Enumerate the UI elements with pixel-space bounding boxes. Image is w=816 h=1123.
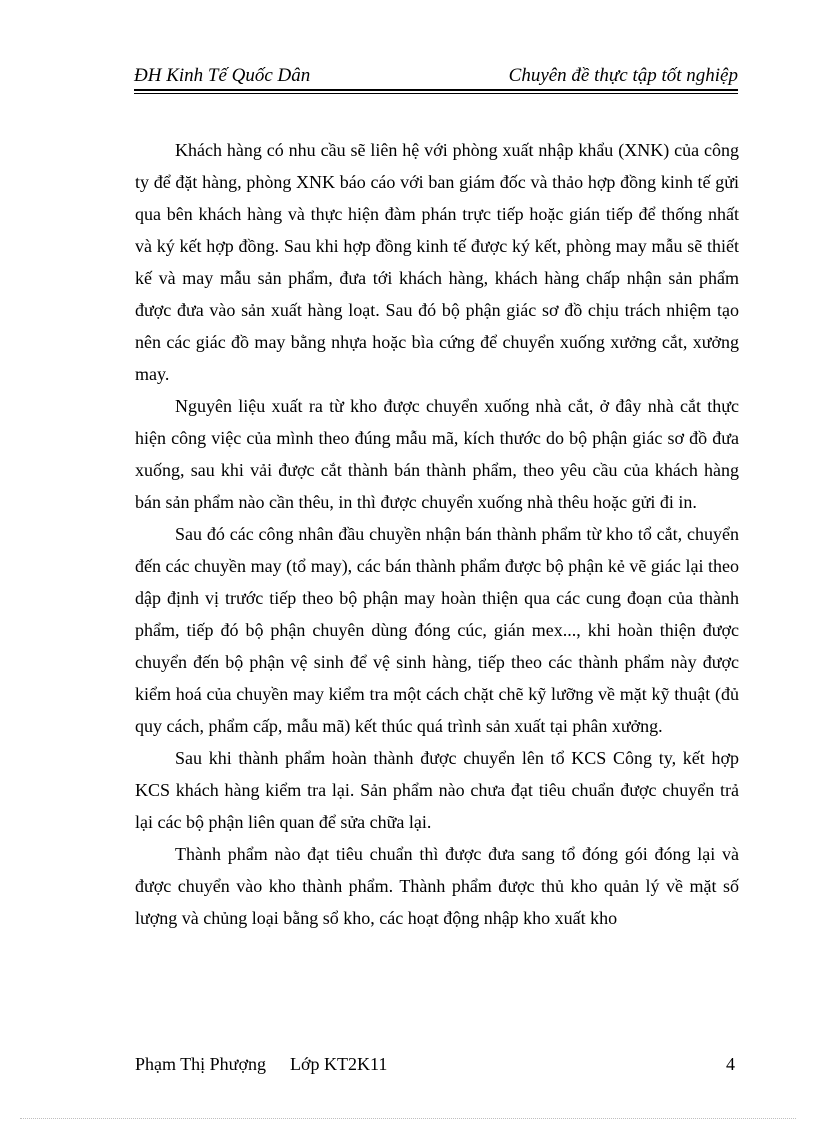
header-report-title: Chuyên đề thực tập tốt nghiệp xyxy=(508,65,738,86)
footer-author: Phạm Thị Phượng xyxy=(135,1054,266,1074)
page-footer xyxy=(135,1051,739,1077)
paragraph-packing-warehouse: Thành phẩm nào đạt tiêu chuẩn thì được đưa sang tổ đóng gói đóng lại và được chuyển vào kho thành phẩm. Thành phẩm được thủ kho quản lý về mặt số lượng và chủng loại bằng sổ kho, các hoạt động nhập kho xuất kho xyxy=(135,844,739,928)
paragraph-customer-orders: Khách hàng có nhu cầu sẽ liên hệ với phòng xuất nhập khẩu (XNK) của công ty để đặt hàng, phòng XNK báo cáo với ban giám đốc và thảo hợp đồng kinh tế gửi qua bên khách hàng và thực hiện đàm phán trực tiếp hoặc gián tiếp để thống nhất và ký kết hợp đồng. Sau khi hợp đồng kinh tế được ký kết, phòng may mẫu sẽ thiết kế và may mẫu sản phẩm, đưa tới khách hàng, khách hàng chấp nhận sản phẩm được đưa vào sản xuất hàng loạt. Sau đó bộ phận giác sơ đồ chịu trách nhiệm tạo nên các giác đồ may bằng nhựa hoặc bìa cứng để chuyển xuống xưởng cắt, xưởng may. xyxy=(135,140,739,384)
page-header xyxy=(134,62,738,89)
page-bottom-dotted-rule xyxy=(20,1118,796,1119)
paragraph-cutting: Nguyên liệu xuất ra từ kho được chuyển xuống nhà cắt, ở đây nhà cắt thực hiện công việc của mình theo đúng mẫu mã, kích thước do bộ phận giác sơ đồ đưa xuống, sau khi vải được cắt thành bán thành phẩm, theo yêu cầu của khách hàng bán sản phẩm nào cần thêu, in thì được chuyển xuống nhà thêu hoặc gửi đi in. xyxy=(135,396,739,512)
header-rule-thin xyxy=(134,93,738,94)
header-university: ĐH Kinh Tế Quốc Dân xyxy=(134,65,311,86)
document-body xyxy=(135,134,739,934)
header-rule-thick xyxy=(134,89,738,91)
paragraph-kcs-inspection: Sau khi thành phẩm hoàn thành được chuyển lên tổ KCS Công ty, kết hợp KCS khách hàng kiểm tra lại. Sản phẩm nào chưa đạt tiêu chuẩn được chuyển trả lại các bộ phận liên quan để sửa chữa lại. xyxy=(135,748,739,832)
page-number: 4 xyxy=(726,1054,735,1074)
paragraph-sewing-line: Sau đó các công nhân đầu chuyền nhận bán thành phẩm từ kho tổ cắt, chuyển đến các chuyền may (tổ may), các bán thành phẩm được bộ phận kẻ vẽ giác lại theo dập định vị trước tiếp theo bộ phận may hoàn thiện qua các cung đoạn của thành phẩm, tiếp đó bộ phận chuyên dùng đóng cúc, gián mex..., khi hoàn thiện được chuyển đến bộ phận vệ sinh để vệ sinh hàng, tiếp theo các thành phẩm này được kiểm hoá của chuyền may kiểm tra một cách chặt chẽ kỹ lưỡng về mặt kỹ thuật (đủ quy cách, phẩm cấp, mẫu mã) kết thúc quá trình sản xuất tại phân xưởng. xyxy=(135,524,739,736)
footer-class: Lớp KT2K11 xyxy=(290,1054,388,1074)
